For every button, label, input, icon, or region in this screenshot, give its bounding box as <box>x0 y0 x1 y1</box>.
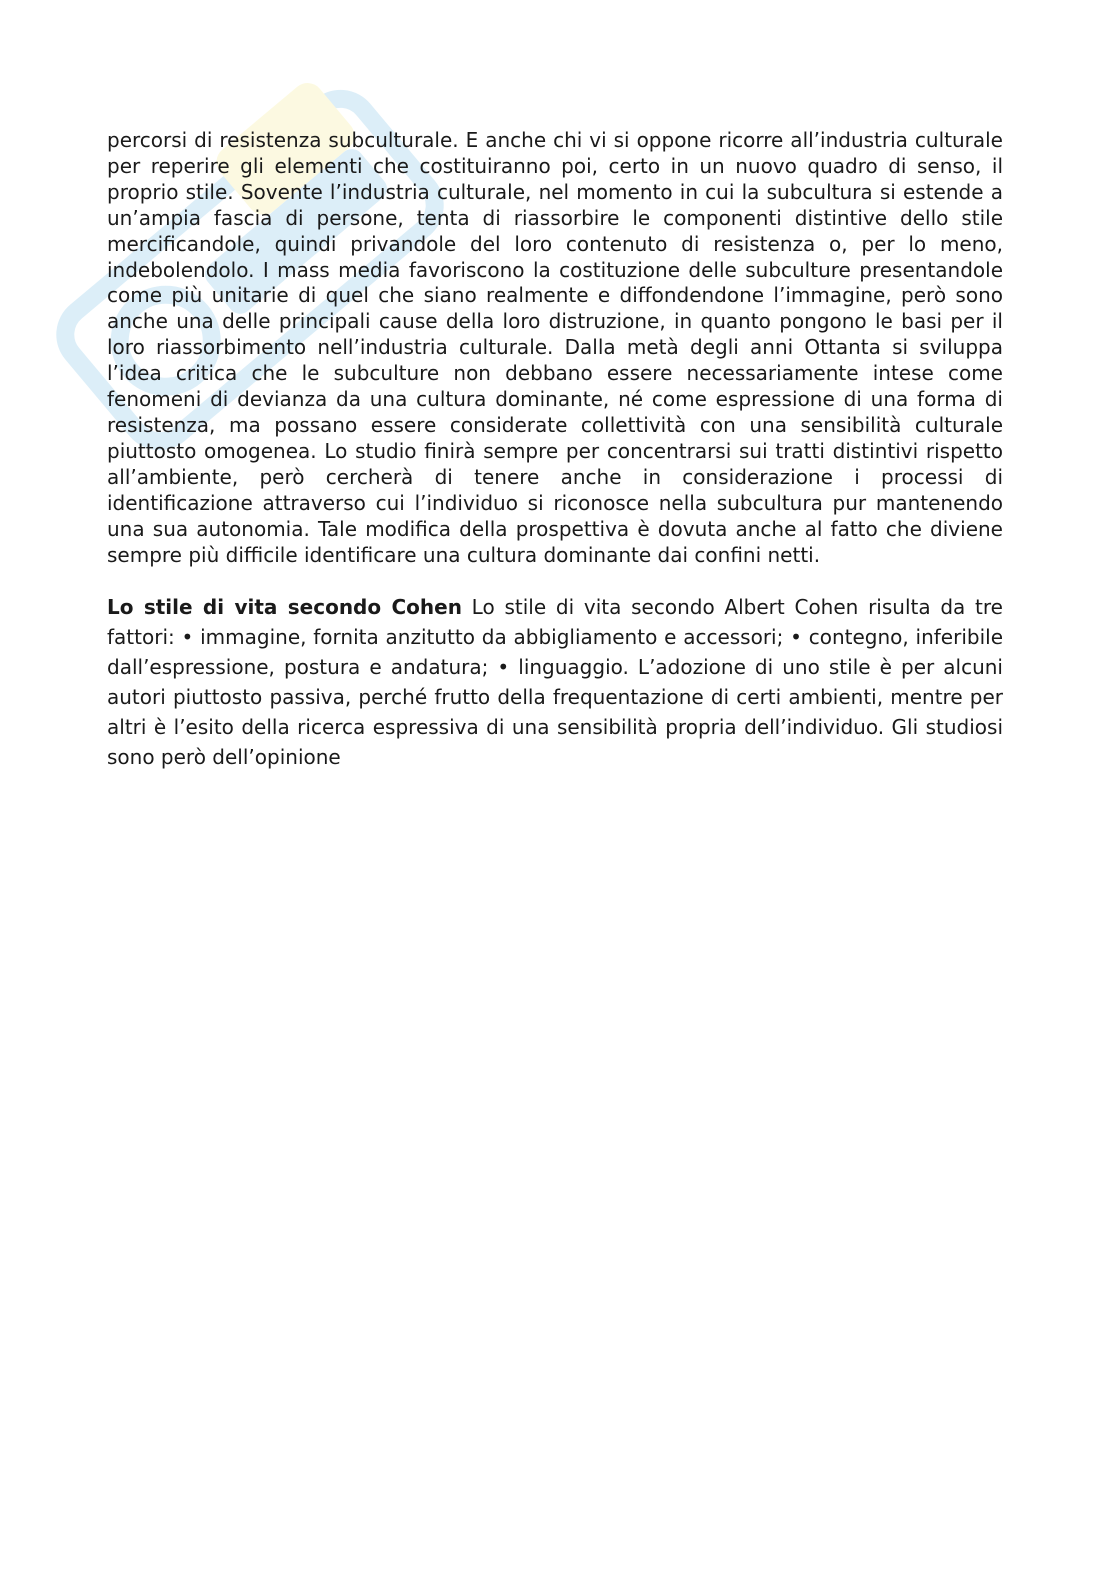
section-body-cohen: Lo stile di vita secondo Albert Cohen risulta da tre fattori: • immagine, fornita anzitutto da abbigliamento e accessori; • contegno, inferibile dall’espressione, postura e andatura; • linguaggio. L’adozione di uno stile è per alcuni autori piuttosto passiva, perché frutto della frequentazione di certi ambienti, mentre per altri è l’esito della ricerca espressiva di una sensibilità propria dell’individuo. Gli studiosi sono però dell’opinione <box>107 595 1003 770</box>
paragraph-subculture-resistance: percorsi di resistenza subculturale. E anche chi vi si oppone ricorre all’industria culturale per reperire gli elementi che costituiranno poi, certo in un nuovo quadro di senso, il proprio stile. Sovente l’industria culturale, nel momento in cui la subcultura si estende a un’ampia fascia di persone, tenta di riassorbire le componenti distintive dello stile mercificandole, quindi privandole del loro contenuto di resistenza o, per lo meno, indebolendolo. I mass media favoriscono la costituzione delle subculture presentandole come più unitarie di quel che siano realmente e diffondendone l’immagine, però sono anche una delle principali cause della loro distruzione, in quanto pongono le basi per il loro riassorbimento nell’industria culturale. Dalla metà degli anni Ottanta si sviluppa l’idea critica che le subculture non debbano essere necessariamente intese come fenomeni di devianza da una cultura dominante, né come espressione di una forma di resistenza, ma possano essere considerate collettività con una sensibilità culturale piuttosto omogenea. Lo studio finirà sempre per concentrarsi sui tratti distintivi rispetto all’ambiente, però cercherà di tenere anche in considerazione i processi di identificazione attraverso cui l’individuo si riconosce nella subcultura pur mantenendo una sua autonomia. Tale modifica della prospettiva è dovuta anche al fatto che diviene sempre più difficile identificare una cultura dominante dai confini netti. <box>107 128 1003 567</box>
paragraph-cohen-lifestyle <box>107 592 1003 772</box>
section-heading-cohen: Lo stile di vita secondo Cohen <box>107 595 462 620</box>
page-content <box>107 128 1003 772</box>
